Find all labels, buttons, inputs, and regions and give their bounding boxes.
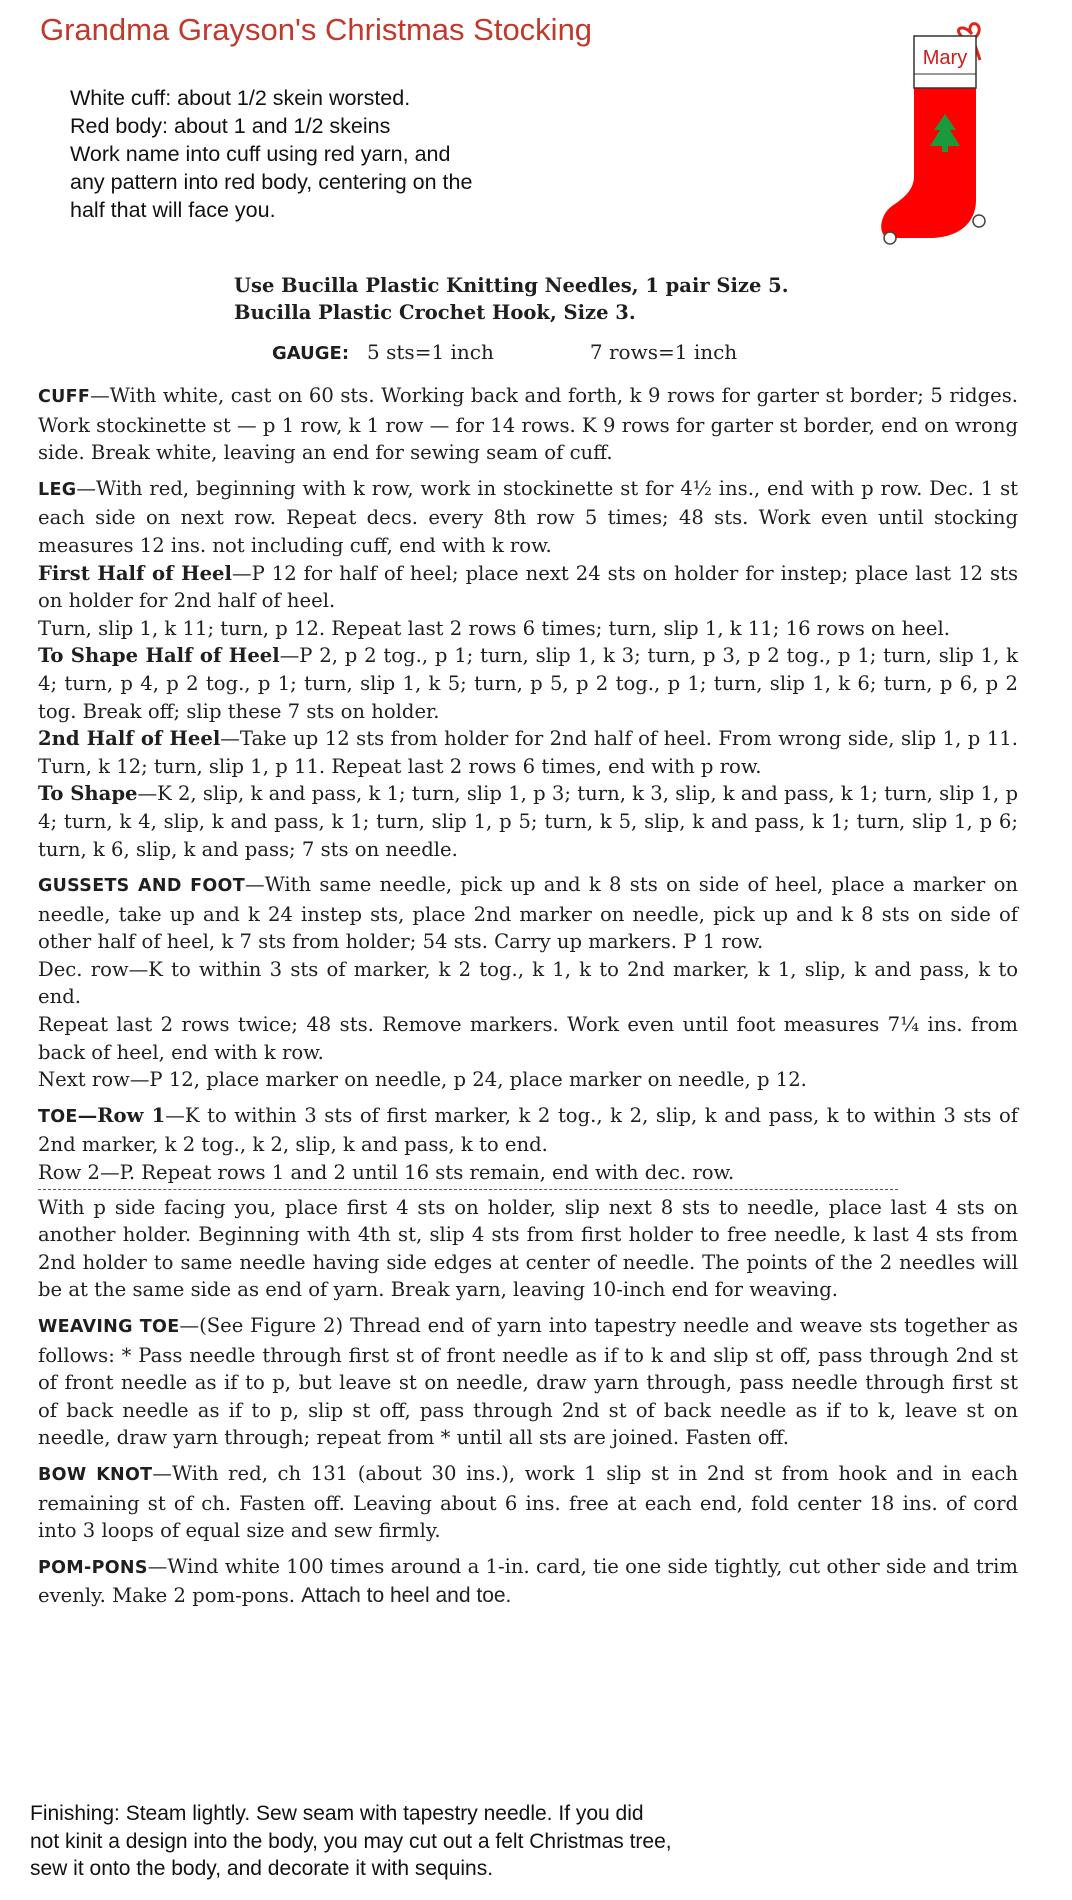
section-text: —P. Repeat rows 1 and 2 until 16 sts remain, end with dec. row. (100, 1161, 735, 1185)
stocking-body (881, 88, 976, 238)
section-heading: BOW KNOT (38, 1464, 153, 1485)
needles-line: Bucilla Plastic Crochet Hook, Size 3. (234, 301, 636, 324)
name-tag-text: Mary (922, 47, 968, 69)
section-heading: CUFF (38, 387, 91, 407)
finishing-line: Finishing: Steam lightly. Sew seam with tapestry needle. If you did (30, 1802, 644, 1825)
needles-info (234, 272, 854, 326)
section-text: Turn, slip 1, k 11; turn, p 12. Repeat last 2 rows 6 times; turn, slip 1, k 11; 16 rows on heel. (38, 616, 950, 640)
divider (38, 1189, 898, 1190)
section-text: —With same needle, pick up and k 8 sts on side of heel, place a marker on needle, take up and k 24 instep sts, place 2nd marker on needle, pick up and k 8 sts on side of other half of heel, k 7 sts from holder; 54 sts. Carry up markers. P 1 row. (38, 873, 1018, 954)
section-text: —With white, cast on 60 sts. Working back and forth, k 9 rows for garter st border; 5 ridges. Work stockinette st — p 1 row, k 1 row — for 14 rows. K 9 rows for garter st border, end on wrong side. Break white, leaving an end for sewing seam of cuff. (38, 384, 1018, 465)
first-half-heel-rows (38, 615, 1018, 643)
section-text: —K to within 3 sts of marker, k 2 tog., k 1, k to 2nd marker, k 1, slip, k and pass, k to end. (38, 957, 1019, 1009)
bow-section (38, 1460, 1018, 1545)
next-row (38, 1066, 1018, 1094)
tree-trunk (942, 146, 948, 152)
weaving-section (38, 1312, 1018, 1452)
section-text: —P 12, place marker on needle, p 24, place marker on needle, p 12. (129, 1068, 807, 1092)
pompom-toe (973, 215, 985, 227)
finishing-line: not kinit a design into the body, you may cut out a felt Christmas tree, (30, 1829, 672, 1853)
gauge-stitches: 5 sts=1 inch (367, 340, 494, 364)
section-text: —(See Figure 2) Thread end of yarn into tapestry needle and weave sts together as follows: * Pass needle through first st of front needle as if to k and slip st off, pass through 2nd st of front needle as if to p, but leave st on needle, draw yarn through, pass needle through first st of back needle as if to p, slip st off, pass through 2nd st of back needle as if to k, leave st on needle, draw yarn through; repeat from * until all sts are joined. Fasten off. (38, 1314, 1019, 1450)
section-text: —K 2, slip, k and pass, k 1; turn, slip 1, p 3; turn, k 3, slip, k and pass, k 1; turn, slip 1, p 4; turn, k 4, slip, k and pass, k 1; turn, slip 1, p 5; turn, k 5, slip, k and pass, k 1; turn, slip 1, p 6; turn, k 6, slip, k and pass; 7 sts on needle. (38, 782, 1018, 861)
stocking-illustration (880, 20, 1010, 250)
row-label: Dec. row (38, 957, 129, 981)
pompons-section (38, 1553, 1018, 1610)
section-text: —P 12 for half of heel; place next 24 sts on holder for instep; place last 12 sts on holder for 2nd half of heel. (38, 561, 1018, 613)
attach-note: Attach to heel and toe. (301, 1584, 512, 1608)
section-text: —Wind white 100 times around a 1-in. card, tie one side tightly, cut other side and trim evenly. Make 2 pom-pons. (38, 1554, 1018, 1608)
dec-row (38, 956, 1018, 1011)
section-text: —With red, beginning with k row, work in stockinette st for 4½ ins., end with p row. Dec. 1 st each side on next row. Repeat decs. every 8th row 5 times; 48 sts. Work even until stocking measures 12 ins. not including cuff, end with k row. (38, 476, 1018, 557)
toe-after (38, 1194, 1018, 1304)
subsection-heading: To Shape (38, 782, 138, 806)
row-label: Next row (38, 1068, 130, 1092)
finishing-line: sew it onto the body, and decorate it with sequins. (30, 1857, 494, 1880)
gauge-rows: 7 rows=1 inch (589, 340, 738, 364)
toe-row-2 (38, 1159, 1018, 1187)
section-heading: GUSSETS AND FOOT (38, 876, 245, 897)
to-shape (38, 780, 1018, 863)
section-text: —With red, ch 131 (about 30 ins.), work 1 slip st in 2nd st from hook and in each remaining st of ch. Fasten off. Leaving about 6 ins. free at each end, fold center 18 ins. of cord into 3 loops of equal size and sew firmly. (38, 1461, 1018, 1543)
subsection-heading: To Shape Half of Heel (38, 644, 280, 668)
row-label: Row 2 (38, 1161, 101, 1185)
section-text: —K to within 3 sts of first marker, k 2 tog., k 2, slip, k and pass, k to within 3 sts of 2nd marker, k 2 tog., k 2, slip, k and pass, k to end. (38, 1103, 1018, 1157)
subsection-heading: 2nd Half of Heel (38, 727, 221, 751)
section-text: With p side facing you, place first 4 sts on holder, slip next 8 sts to needle, place last 4 sts on another holder. Beginning with 4th st, slip 4 sts from first holder to free needle, k last 4 sts from 2nd holder to same needle having side edges at center of needle. The points of the 2 needles will be at the same side as end of yarn. Break yarn, leaving 10-inch end for weaving. (38, 1195, 1018, 1302)
subsection-heading: First Half of Heel (38, 561, 232, 585)
shape-half-heel (38, 642, 1018, 725)
instructions-body (38, 382, 1018, 1618)
section-heading: LEG (38, 479, 77, 500)
repeat-rows (38, 1011, 1018, 1066)
pompom-heel (884, 232, 896, 244)
intro-line: any pattern into red body, centering on the (70, 170, 473, 194)
page-title: Grandma Grayson's Christmas Stocking (40, 12, 593, 47)
section-heading: POM-PONS (38, 1557, 148, 1578)
leg-section (38, 475, 1018, 560)
finishing-notes (30, 1800, 1050, 1883)
section-heading: WEAVING TOE (38, 1317, 180, 1337)
intro-line: Red body: about 1 and 1/2 skeins (70, 114, 391, 138)
section-text: Repeat last 2 rows twice; 48 sts. Remove markers. Work even until foot measures 7¼ ins. from back of heel, end with k row. (38, 1013, 1018, 1064)
toe-section (38, 1102, 1018, 1159)
needles-line: Use Bucilla Plastic Knitting Needles, 1 pair Size 5. (234, 274, 789, 297)
cuff-section (38, 382, 1018, 467)
gauge-label: GAUGE: (272, 343, 350, 364)
section-heading: TOE (38, 1106, 78, 1127)
gussets-section (38, 871, 1018, 956)
section-text: —Take up 12 sts from holder for 2nd half of heel. From wrong side, slip 1, p 11. Turn, k 12; turn, slip 1, p 11. Repeat last 2 rows 6 times, end with p row. (38, 727, 1018, 778)
intro-line: Work name into cuff using red yarn, and (70, 142, 451, 166)
section-text: —P 2, p 2 tog., p 1; turn, slip 1, k 3; turn, p 3, p 2 tog., p 1; turn, slip 1, k 4; turn, p 4, p 2 tog., p 1; turn, slip 1, k 5; turn, p 5, p 2 tog., p 1; turn, slip 1, k 6; turn, p 6, p 2 tog. Break off; slip these 7 sts on holder. (38, 644, 1018, 723)
gauge-line (272, 340, 737, 364)
intro-line: half that will face you. (70, 198, 276, 222)
intro-line: White cuff: about 1/2 skein worsted. (70, 86, 411, 110)
first-half-heel (38, 560, 1018, 615)
materials-intro (70, 84, 590, 224)
second-half-heel (38, 725, 1018, 780)
row-label: —Row 1 (77, 1103, 166, 1127)
